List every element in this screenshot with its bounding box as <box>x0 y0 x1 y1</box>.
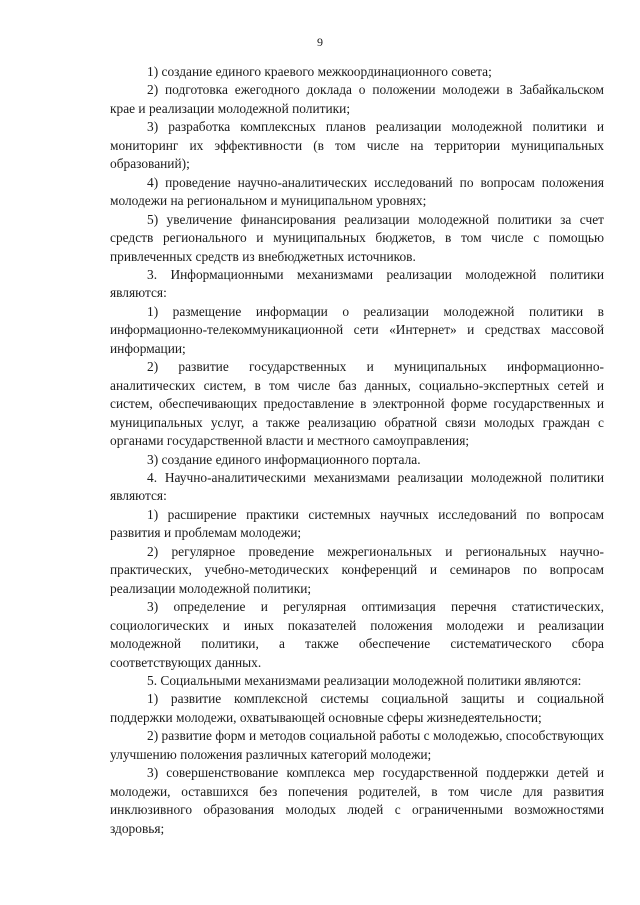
paragraph: 1) расширение практики системных научных исследований по вопросам развития и проблемам молодежи; <box>110 506 604 541</box>
paragraph: 3) определение и регулярная оптимизация перечня статистических, социологических и иных показателей положения молодежи и реализации молодежной политики, а также обеспечение систематического сбора соответствующих данных. <box>110 599 604 670</box>
section-heading-paragraph: 5. Социальными механизмами реализации молодежной политики являются: <box>147 672 582 688</box>
section-heading-paragraph: 4. Научно-аналитическими механизмами реализации молодежной политики являются: <box>110 469 604 504</box>
paragraph: 3) создание единого информационного портала. <box>147 451 421 467</box>
page-number: 9 <box>317 35 323 49</box>
paragraph: 3) разработка комплексных планов реализации молодежной политики и мониторинг их эффективности (в том числе на территории муниципальных образований); <box>110 119 604 172</box>
paragraph: 2) регулярное проведение межрегиональных и региональных научно-практических, учебно-методических конференций и семинаров по вопросам реализации молодежной политики; <box>110 543 604 596</box>
paragraph: 2) подготовка ежегодного доклада о положении молодежи в Забайкальском крае и реализации молодежной политики; <box>110 82 604 116</box>
paragraph: 5) увеличение финансирования реализации молодежной политики за счет средств регионального и муниципальных бюджетов, в том числе с помощью привлеченных средств из внебюджетных источников. <box>110 211 604 264</box>
section-heading-paragraph: 3. Информационными механизмами реализации молодежной политики являются: <box>110 266 604 301</box>
paragraph: 1) размещение информации о реализации молодежной политики в информационно-телекоммуникационной сети «Интернет» и средствах массовой информации; <box>110 303 604 356</box>
paragraph: 1) развитие комплексной системы социальной защиты и социальной поддержки молодежи, охватывающей основные сферы жизнедеятельности; <box>110 691 604 725</box>
paragraph: 2) развитие государственных и муниципальных информационно-аналитических систем, в том числе баз данных, социально-экспертных сетей и систем, обеспечивающих предоставление в электронной форме государственных и муниципальных услуг, а также реализацию обратной связи молодых граждан с органами государственной власти и местного самоуправления; <box>110 359 604 449</box>
paragraph: 1) создание единого краевого межкоординационного совета; <box>147 64 492 79</box>
document-body <box>110 63 604 838</box>
paragraph: 4) проведение научно-аналитических исследований по вопросам положения молодежи на региональном и муниципальном уровнях; <box>110 174 604 209</box>
paragraph: 2) развитие форм и методов социальной работы с молодежью, способствующих улучшению положения различных категорий молодежи; <box>110 728 604 762</box>
paragraph: 3) совершенствование комплекса мер государственной поддержки детей и молодежи, оставшихся без попечения родителей, в том числе для развития инклюзивного образования молодых людей с ограниченными возможностями здоровья; <box>110 765 604 836</box>
